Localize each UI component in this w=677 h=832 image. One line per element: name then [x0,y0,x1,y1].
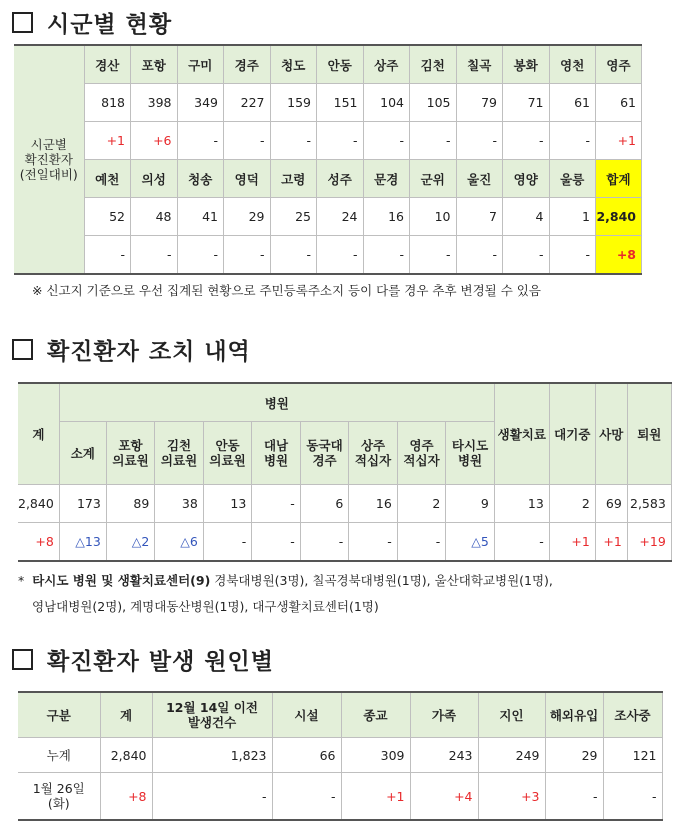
city-change-cell: - [549,122,596,160]
cause-header: 조사중 [603,692,662,738]
count-cell: 69 [595,485,627,523]
city-name-cell: 영주 [596,45,642,84]
city-change-cell: +1 [596,122,642,160]
change-cell: - [300,523,349,562]
city-name-cell: 김천 [410,45,457,84]
change-cell: - [494,523,549,562]
hospital-subheader: 동국대 경주 [300,422,349,485]
table-row [18,692,662,738]
city-change-cell: - [503,236,550,275]
city-status-table [14,44,642,275]
city-change-cell: +6 [131,122,178,160]
change-cell: +1 [549,523,595,562]
table-row [14,160,642,198]
patient-measures-table [18,382,672,562]
city-change-cell: - [177,122,224,160]
city-change-cell: +8 [596,236,642,275]
table-row [14,236,642,275]
cumulative-cell: 66 [272,738,341,773]
city-name-cell: 봉화 [503,45,550,84]
city-count-cell: 24 [317,198,364,236]
section1-note: ※ 신고지 기준으로 우선 집계된 현황으로 주민등록주소지 등이 다를 경우 추후 변경될 수 있음 [32,283,541,298]
city-name-cell: 영덕 [224,160,271,198]
city-name-cell: 영천 [549,45,596,84]
hospital-subheader: 대남 병원 [252,422,301,485]
cumulative-cell: 1,823 [152,738,272,773]
section2-note-line2: 영남대병원(2명), 계명대동산병원(1명), 대구생활치료센터(1명) [32,599,379,614]
change-cell: - [203,523,252,562]
col-total-header: 계 [18,383,59,485]
city-count-cell: 71 [503,84,550,122]
section2-note-rest: 경북대병원(3명), 칠곡경북대병원(1명), 울산대학교병원(1명), [210,573,553,588]
row-label-cell: 시군별 확진환자 (전일대비) [14,45,84,274]
table-row [18,773,662,821]
checkbox-square-icon [12,12,33,33]
city-change-cell: +1 [84,122,131,160]
table-row [14,122,642,160]
city-change-cell: - [503,122,550,160]
daily-change-cell: - [272,773,341,821]
hospital-subheader: 영주 적십자 [397,422,446,485]
city-count-cell: 16 [363,198,410,236]
city-count-cell: 29 [224,198,271,236]
count-cell: 13 [203,485,252,523]
city-name-cell: 구미 [177,45,224,84]
city-name-cell: 문경 [363,160,410,198]
count-cell: - [252,485,301,523]
count-cell: 13 [494,485,549,523]
change-cell: △6 [155,523,204,562]
row-label-cell: 1월 26일 (화) [18,773,100,821]
city-count-cell: 818 [84,84,131,122]
change-cell: - [252,523,301,562]
daily-change-cell: - [152,773,272,821]
city-name-cell: 고령 [270,160,317,198]
hospital-subheader: 안동 의료원 [203,422,252,485]
city-change-cell: - [177,236,224,275]
city-name-cell: 영양 [503,160,550,198]
city-change-cell: - [131,236,178,275]
section2-title: 확진환자 조치 내역 [12,333,251,366]
count-cell: 2,583 [627,485,671,523]
city-change-cell: - [456,122,503,160]
city-name-cell: 칠곡 [456,45,503,84]
change-cell: +8 [18,523,59,562]
change-cell: +1 [595,523,627,562]
city-count-cell: 105 [410,84,457,122]
count-cell: 2 [397,485,446,523]
section2-note-line1: * 타시도 병원 및 생활치료센터(9) 경북대병원(3명), 칠곡경북대병원(1명), 울산대학교병원(1명), [18,573,553,588]
col-hospital-header: 병원 [59,383,494,422]
city-name-cell: 상주 [363,45,410,84]
col-life-header: 생활치료 [494,383,549,485]
change-cell: △5 [446,523,495,562]
city-change-cell: - [410,122,457,160]
cause-header: 시설 [272,692,341,738]
city-change-cell: - [410,236,457,275]
cumulative-cell: 121 [603,738,662,773]
count-cell: 16 [349,485,398,523]
table-row [14,45,642,84]
cause-header: 계 [100,692,152,738]
city-count-cell: 41 [177,198,224,236]
city-count-cell: 79 [456,84,503,122]
cumulative-cell: 29 [545,738,603,773]
table-row [18,485,671,523]
count-cell: 6 [300,485,349,523]
count-cell: 2,840 [18,485,59,523]
count-cell: 9 [446,485,495,523]
change-cell: - [349,523,398,562]
city-name-cell: 경주 [224,45,271,84]
city-name-cell: 청도 [270,45,317,84]
city-name-cell: 청송 [177,160,224,198]
city-count-cell: 10 [410,198,457,236]
city-change-cell: - [317,236,364,275]
count-cell: 2 [549,485,595,523]
cumulative-cell: 2,840 [100,738,152,773]
change-cell: △2 [106,523,155,562]
row-label-cell: 누계 [18,738,100,773]
cause-header: 종교 [341,692,410,738]
count-cell: 89 [106,485,155,523]
cause-header: 구분 [18,692,100,738]
hospital-subheader: 상주 적십자 [349,422,398,485]
city-name-cell: 경산 [84,45,131,84]
change-cell: +19 [627,523,671,562]
change-cell: - [397,523,446,562]
city-change-cell: - [270,122,317,160]
daily-change-cell: - [545,773,603,821]
section1-title: 시군별 현황 [12,6,172,39]
cumulative-cell: 249 [478,738,545,773]
city-count-cell: 48 [131,198,178,236]
city-name-cell: 울릉 [549,160,596,198]
daily-change-cell: - [603,773,662,821]
hospital-subheader: 포항 의료원 [106,422,155,485]
cumulative-cell: 309 [341,738,410,773]
city-change-cell: - [270,236,317,275]
city-change-cell: - [549,236,596,275]
city-name-cell: 합계 [596,160,642,198]
cause-header: 해외유입 [545,692,603,738]
col-death-header: 사망 [595,383,627,485]
hospital-subheader: 타시도 병원 [446,422,495,485]
table-row [14,198,642,236]
city-change-cell: - [224,122,271,160]
change-cell: △13 [59,523,106,562]
city-change-cell: - [363,236,410,275]
cause-header: 12월 14일 이전 발생건수 [152,692,272,738]
section3-title: 확진환자 발생 원인별 [12,643,274,676]
city-count-cell: 25 [270,198,317,236]
city-change-cell: - [456,236,503,275]
city-name-cell: 예천 [84,160,131,198]
hospital-subheader: 김천 의료원 [155,422,204,485]
city-count-cell: 61 [596,84,642,122]
cause-header: 가족 [410,692,478,738]
hospital-subheader: 소계 [59,422,106,485]
cause-header: 지인 [478,692,545,738]
count-cell: 38 [155,485,204,523]
city-count-cell: 52 [84,198,131,236]
checkbox-square-icon [12,339,33,360]
section2-note-bold: 타시도 병원 및 생활치료센터(9) [32,573,211,588]
city-change-cell: - [224,236,271,275]
table-row [14,84,642,122]
cumulative-cell: 243 [410,738,478,773]
city-count-cell: 349 [177,84,224,122]
daily-change-cell: +4 [410,773,478,821]
city-count-cell: 159 [270,84,317,122]
city-count-cell: 151 [317,84,364,122]
city-count-cell: 2,840 [596,198,642,236]
count-cell: 173 [59,485,106,523]
daily-change-cell: +1 [341,773,410,821]
col-wait-header: 대기중 [549,383,595,485]
city-count-cell: 104 [363,84,410,122]
cause-table [18,691,663,821]
table-row [18,738,662,773]
city-name-cell: 안동 [317,45,364,84]
daily-change-cell: +8 [100,773,152,821]
city-name-cell: 울진 [456,160,503,198]
city-name-cell: 군위 [410,160,457,198]
table-row [18,383,671,422]
city-count-cell: 61 [549,84,596,122]
city-count-cell: 398 [131,84,178,122]
city-name-cell: 포항 [131,45,178,84]
city-change-cell: - [317,122,364,160]
city-change-cell: - [84,236,131,275]
checkbox-square-icon [12,649,33,670]
city-name-cell: 의성 [131,160,178,198]
city-name-cell: 성주 [317,160,364,198]
city-count-cell: 7 [456,198,503,236]
city-change-cell: - [363,122,410,160]
col-discharge-header: 퇴원 [627,383,671,485]
city-count-cell: 227 [224,84,271,122]
city-count-cell: 4 [503,198,550,236]
daily-change-cell: +3 [478,773,545,821]
table-row [18,523,671,562]
city-count-cell: 1 [549,198,596,236]
